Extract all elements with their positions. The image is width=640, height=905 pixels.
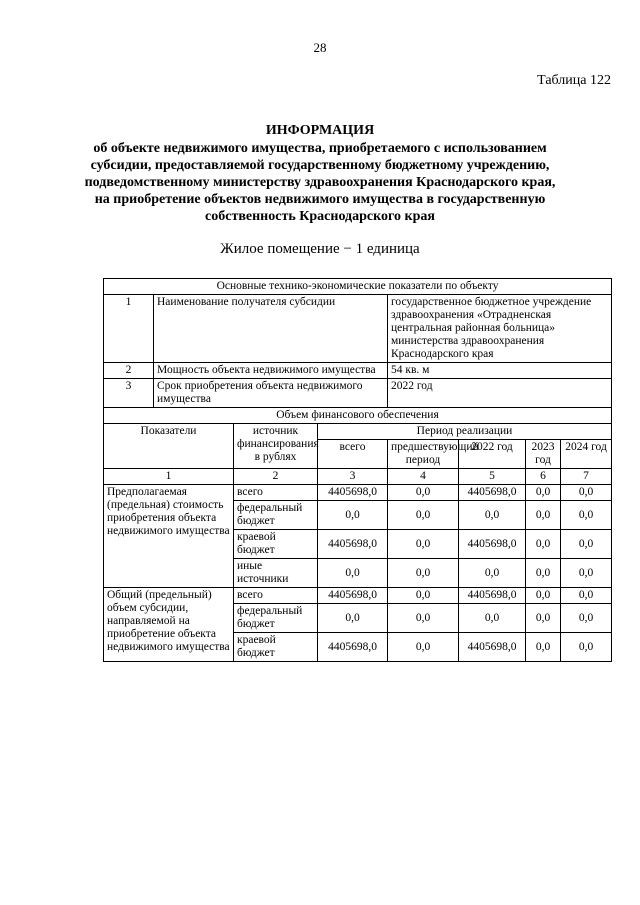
tech-row-number: 1 (104, 295, 154, 363)
finance-section-header: Объем финансового обеспечения (104, 408, 612, 424)
value-total: 0,0 (318, 501, 388, 530)
column-number: 7 (561, 469, 612, 485)
value-total: 4405698,0 (318, 588, 388, 604)
col-previous-header: предшествующий период (388, 440, 459, 469)
tech-row-value: 54 кв. м (388, 363, 612, 379)
document-heading (60, 122, 580, 225)
value-2024: 0,0 (561, 559, 612, 588)
col-source-header: источник финансирования в рублях (234, 424, 318, 469)
source-label: всего (234, 485, 318, 501)
indicator-label: Предполагаемая (предельная) стоимость приобретения объекта недвижимого имущества (104, 485, 234, 588)
value-total: 4405698,0 (318, 530, 388, 559)
value-2023: 0,0 (526, 588, 561, 604)
tech-section-header-row (104, 279, 612, 295)
value-2024: 0,0 (561, 604, 612, 633)
source-label: иные источники (234, 559, 318, 588)
tech-row-label: Мощность объекта недвижимого имущества (154, 363, 388, 379)
value-previous: 0,0 (388, 633, 459, 662)
tech-row-label: Срок приобретения объекта недвижимого имущества (154, 379, 388, 408)
col-2023-header: 2023 год (526, 440, 561, 469)
source-label: федеральный бюджет (234, 501, 318, 530)
value-2022: 4405698,0 (459, 588, 526, 604)
info-table (103, 278, 612, 662)
value-2023: 0,0 (526, 530, 561, 559)
tech-section-header: Основные технико-экономические показатели по объекту (104, 279, 612, 295)
page-number: 28 (313, 40, 327, 55)
col-period-header: Период реализации (318, 424, 612, 440)
heading-line: об объекте недвижимого имущества, приобретаемого с использованием (93, 141, 547, 156)
value-previous: 0,0 (388, 559, 459, 588)
source-label: краевой бюджет (234, 530, 318, 559)
tech-row-number: 3 (104, 379, 154, 408)
tech-row-value: 2022 год (388, 379, 612, 408)
tech-row (104, 295, 612, 363)
indicator-label: Общий (предельный) объем субсидии, направляемой на приобретение объекта недвижимого имущества (104, 588, 234, 662)
tech-row-label: Наименование получателя субсидии (154, 295, 388, 363)
heading-title: ИНФОРМАЦИЯ (265, 123, 375, 138)
value-2023: 0,0 (526, 485, 561, 501)
value-2023: 0,0 (526, 501, 561, 530)
value-2024: 0,0 (561, 485, 612, 501)
value-2024: 0,0 (561, 501, 612, 530)
value-previous: 0,0 (388, 501, 459, 530)
value-2022: 0,0 (459, 559, 526, 588)
value-2022: 4405698,0 (459, 530, 526, 559)
value-previous: 0,0 (388, 485, 459, 501)
value-total: 4405698,0 (318, 633, 388, 662)
source-label: федеральный бюджет (234, 604, 318, 633)
finance-row (104, 485, 612, 501)
column-number: 4 (388, 469, 459, 485)
value-2022: 0,0 (459, 604, 526, 633)
column-number: 6 (526, 469, 561, 485)
value-previous: 0,0 (388, 604, 459, 633)
tech-row (104, 379, 612, 408)
heading-line: подведомственному министерству здравоохранения Краснодарского края, (84, 175, 556, 190)
finance-header-row (104, 424, 612, 440)
value-previous: 0,0 (388, 588, 459, 604)
tech-row-number: 2 (104, 363, 154, 379)
value-previous: 0,0 (388, 530, 459, 559)
value-total: 0,0 (318, 559, 388, 588)
value-2023: 0,0 (526, 559, 561, 588)
col-indicators-header: Показатели (104, 424, 234, 469)
value-2023: 0,0 (526, 633, 561, 662)
heading-line: на приобретение объектов недвижимого имущества в государственную (94, 192, 546, 207)
value-2023: 0,0 (526, 604, 561, 633)
value-2022: 0,0 (459, 501, 526, 530)
column-number: 2 (234, 469, 318, 485)
value-2022: 4405698,0 (459, 633, 526, 662)
source-label: всего (234, 588, 318, 604)
heading-line: субсидии, предоставляемой государственному бюджетному учреждению, (90, 158, 550, 173)
subtitle: Жилое помещение − 1 единица (220, 241, 420, 257)
value-2024: 0,0 (561, 530, 612, 559)
col-2024-header: 2024 год (561, 440, 612, 469)
value-2024: 0,0 (561, 588, 612, 604)
tech-row-value: государственное бюджетное учреждение здравоохранения «Отрадненская центральная районная больница» министерства здравоохранения Краснодарского края (388, 295, 612, 363)
value-2022: 4405698,0 (459, 485, 526, 501)
column-number: 3 (318, 469, 388, 485)
column-number: 5 (459, 469, 526, 485)
column-number-row (104, 469, 612, 485)
col-total-header: всего (318, 440, 388, 469)
finance-section-header-row (104, 408, 612, 424)
value-total: 4405698,0 (318, 485, 388, 501)
tech-row (104, 363, 612, 379)
value-2024: 0,0 (561, 633, 612, 662)
finance-row (104, 588, 612, 604)
source-label: краевой бюджет (234, 633, 318, 662)
value-total: 0,0 (318, 604, 388, 633)
col-2022-header: 2022 год (459, 440, 526, 469)
table-caption: Таблица 122 (537, 73, 611, 88)
column-number: 1 (104, 469, 234, 485)
heading-line: собственность Краснодарского края (205, 209, 435, 224)
